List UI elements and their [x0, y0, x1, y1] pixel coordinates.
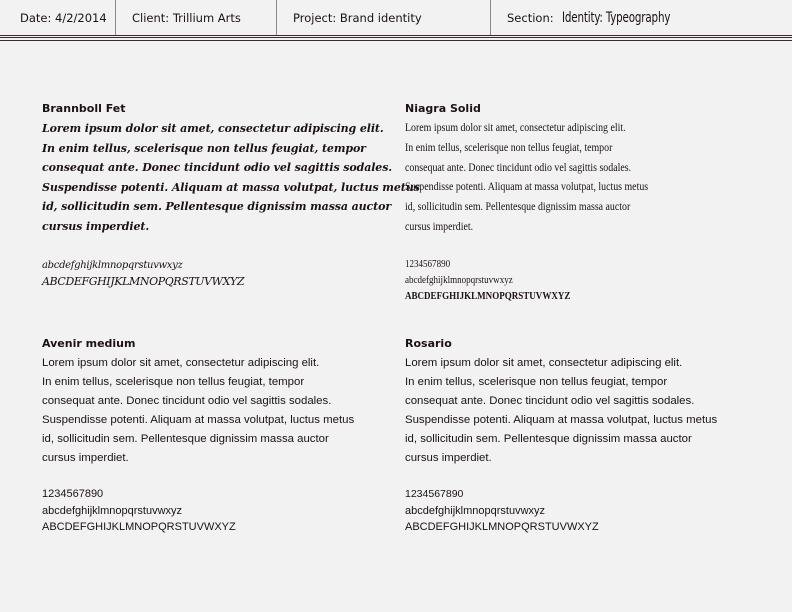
numeral-glyphs: 1234567890 — [405, 488, 464, 500]
project-label: Project: Brand identity — [293, 10, 422, 25]
paragraph-line: id, sollicitudin sem. Pellentesque dignissim massa auctor — [405, 433, 692, 445]
glyph-set — [42, 486, 387, 536]
paragraph-line: consequat ante. Donec tincidunt odio vel sagittis sodales. — [42, 161, 393, 174]
header-rule — [0, 40, 792, 41]
specimen-niagra — [405, 102, 750, 304]
specimen-paragraph — [405, 119, 702, 238]
paragraph-line: cursus imperdiet. — [405, 452, 492, 464]
specimen-title: Brannboll Fet — [42, 102, 126, 115]
paragraph-line: Lorem ipsum dolor sit amet, consectetur adipiscing elit. — [405, 357, 683, 369]
lowercase-glyphs: abcdefghijklmnopqrstuvwxyz — [405, 504, 546, 517]
numeral-glyphs: 1234567890 — [405, 257, 451, 270]
uppercase-glyphs: ABCDEFGHIJKLMNOPQRSTUVWXYZ — [42, 275, 245, 288]
specimen-brannboll — [42, 102, 420, 290]
uppercase-glyphs: ABCDEFGHIJKLMNOPQRSTUVWXYZ — [42, 521, 236, 533]
header-bar — [0, 0, 792, 38]
header-date — [0, 0, 116, 35]
numeral-glyphs: 1234567890 — [42, 488, 104, 500]
section-value: Identity: Typeography — [561, 9, 670, 26]
specimen-paragraph — [405, 354, 750, 468]
specimen-title: Rosario — [405, 337, 452, 350]
specimen-paragraph — [42, 354, 387, 468]
section-label: Section: — [507, 10, 554, 25]
paragraph-line: id, sollicitudin sem. Pellentesque dignissim massa auctor — [42, 433, 329, 445]
glyph-set — [405, 256, 750, 304]
specimen-title: Avenir medium — [42, 337, 136, 350]
paragraph-line: Suspendisse potenti. Aliquam at massa volutpat, luctus metus — [405, 181, 649, 194]
paragraph-line: consequat ante. Donec tincidunt odio vel sagittis sodales. — [405, 395, 695, 407]
paragraph-line: Lorem ipsum dolor sit amet, consectetur adipiscing elit. — [42, 122, 384, 135]
specimen-rosario — [405, 337, 750, 536]
header-section — [491, 0, 792, 35]
paragraph-line: Suspendisse potenti. Aliquam at massa volutpat, luctus metus — [405, 414, 718, 426]
paragraph-line: Suspendisse potenti. Aliquam at massa volutpat, luctus metus — [42, 180, 420, 194]
paragraph-line: cursus imperdiet. — [42, 219, 150, 233]
glyph-set — [405, 486, 750, 536]
paragraph-line: In enim tellus, scelerisque non tellus feugiat, tempor — [42, 376, 305, 388]
client-label: Client: Trillium Arts — [132, 10, 241, 25]
paragraph-line: id, sollicitudin sem. Pellentesque dignissim massa auctor — [42, 200, 392, 213]
glyph-set — [42, 258, 387, 290]
paragraph-line: cursus imperdiet. — [42, 452, 129, 464]
specimen-paragraph — [42, 119, 420, 236]
date-label: Date: 4/2/2014 — [20, 10, 107, 25]
paragraph-line: In enim tellus, scelerisque non tellus feugiat, tempor — [42, 141, 366, 155]
paragraph-line: id, sollicitudin sem. Pellentesque dignissim massa auctor — [405, 201, 631, 214]
paragraph-line: In enim tellus, scelerisque non tellus feugiat, tempor — [405, 141, 613, 154]
lowercase-glyphs: abcdefghijklmnopqrstuvwxyz — [42, 260, 183, 271]
header-project — [277, 0, 491, 35]
paragraph-line: Lorem ipsum dolor sit amet, consectetur adipiscing elit. — [405, 122, 626, 134]
paragraph-line: Suspendisse potenti. Aliquam at massa volutpat, luctus metus — [42, 414, 355, 426]
uppercase-glyphs: ABCDEFGHIJKLMNOPQRSTUVWXYZ — [405, 521, 599, 533]
paragraph-line: consequat ante. Donec tincidunt odio vel sagittis sodales. — [405, 161, 632, 174]
lowercase-glyphs: abcdefghijklmnopqrstuvwxyz — [42, 504, 183, 517]
uppercase-glyphs: ABCDEFGHIJKLMNOPQRSTUVWXYZ — [405, 289, 571, 302]
paragraph-line: In enim tellus, scelerisque non tellus feugiat, tempor — [405, 376, 668, 388]
header-client — [116, 0, 277, 35]
specimen-avenir — [42, 337, 387, 536]
lowercase-glyphs: abcdefghijklmnopqrstuvwxyz — [405, 273, 513, 286]
specimen-title: Niagra Solid — [405, 102, 481, 115]
paragraph-line: Lorem ipsum dolor sit amet, consectetur adipiscing elit. — [42, 357, 320, 369]
paragraph-line: cursus imperdiet. — [405, 220, 474, 233]
paragraph-line: consequat ante. Donec tincidunt odio vel sagittis sodales. — [42, 395, 332, 407]
